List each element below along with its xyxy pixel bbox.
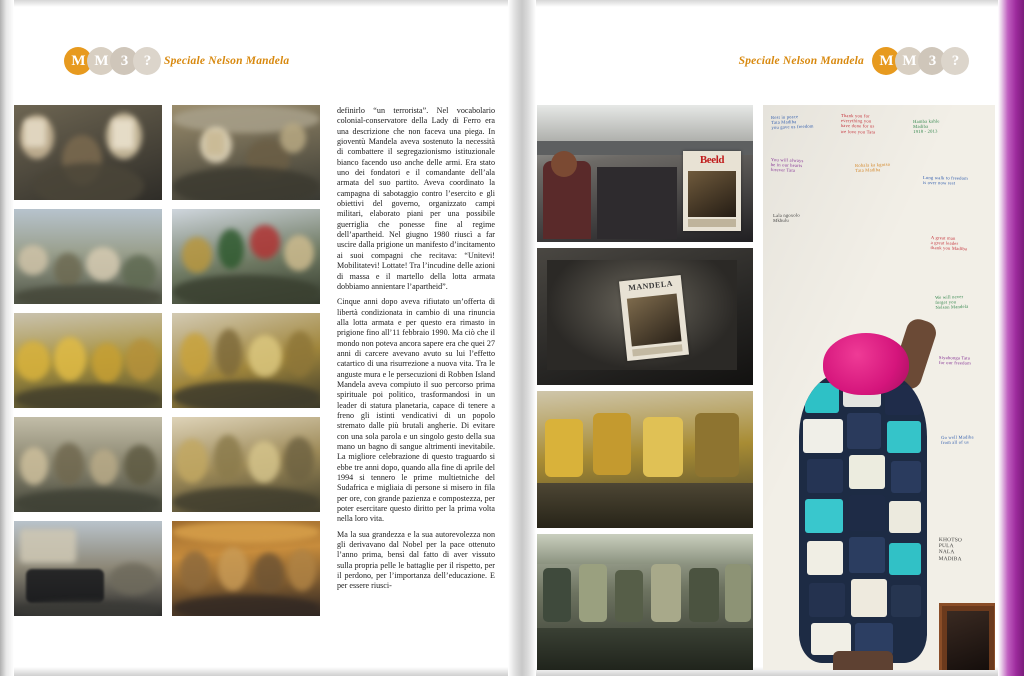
wall-message: Long walk to freedom is over now rest (922, 175, 968, 186)
right-page-edge (998, 0, 1024, 676)
spread-gutter (508, 0, 536, 676)
wall-message: Hamba kahle Madiba 1918 - 2013 (913, 118, 940, 135)
magazine-logo-left (64, 47, 156, 75)
wall-message: A great man a great leader thank you Madiba (930, 235, 968, 252)
photo-crowd-raising-portrait (172, 105, 320, 200)
framed-portrait-on-floor (939, 603, 995, 670)
wall-message: We will never forget you Nelson Mandela (935, 294, 969, 311)
logo-mark-icon: ? (941, 47, 969, 75)
photo-supporters-waving-flags (172, 209, 320, 304)
left-page-edge (0, 0, 14, 676)
wall-message: Robala ka kgotso Tata Madiba (855, 161, 891, 174)
photo-packed-crowd-celebration (172, 417, 320, 512)
photo-newspaper-vendor-subway (537, 105, 753, 242)
magazine-logo-right (872, 47, 964, 75)
article-paragraph: Ma la sua grandezza e la sua autorevolezza non gli derivavano dal Nobel per la pace ottenuto l’anno prima, bensì dal fatto di aver vissuto sulla propria pelle le battaglie per il rispetto, per il perdono, per l’importanza dell’educazione. E per essere riusci- (337, 529, 495, 591)
photo-crowd-in-stadium-daylight (14, 209, 162, 304)
wall-message: Thank you for everything you have done for us we love you Tata (840, 113, 876, 135)
wall-message: KHOTSO PULA NALA MADIBA (938, 537, 963, 563)
memorial-newspaper-cover (619, 275, 689, 361)
article-body-column (337, 106, 495, 597)
newspaper-headline: Beeld (699, 154, 725, 166)
running-head-title: Speciale Nelson Mandela (164, 55, 290, 67)
wall-message: Rest in peace Tata Madiba you gave us freedom (771, 114, 814, 131)
running-head-right (739, 44, 964, 78)
photo-queue-of-mourners-long-line (537, 534, 753, 670)
photo-woman-writing-on-memorial-wall (763, 105, 995, 670)
photo-crowd-gathering-township (14, 417, 162, 512)
article-paragraph: definirlo “un terrorista”. Nel vocabolario colonial-conservatore della Lady di Ferro era una descrizione che non faceva una piega. In gioventù Mandela aveva sostenuto la necessità di combattere il segregazionismo istituzionale bianco facendo uso anche delle armi. Era stato uno dei fondatori e il comandante dell’ala armata del suo partito. Aveva coordinato la campagna di sabotaggio contro l’esercito e gli obiettivi del governo, organizzato campi militari, elaborato piani per una possibile guerriglia che ponesse fine al regime dell’apartheid. Nel giugno 1980 riuscì a far uscire dalla prigione un manifesto d’incitamento ai suoi compagni che recitava: “Unitevi! Mobilitatevi! Lottate! Tra l’incudine delle azioni di massa e il martello della lotta armata dobbiamo annientare l’apartheid”. (337, 106, 495, 291)
logo-mark-icon: M (87, 47, 115, 75)
running-head-title: Speciale Nelson Mandela (738, 55, 864, 67)
legs (833, 651, 893, 670)
article-paragraph: Cinque anni dopo aveva rifiutato un’offerta di libertà condizionata in cambio di una rinuncia alla lotta armata e per questo era rimasto in prigione fino all’11 febbraio 1990. Ma ciò che il mondo non poteva ancora sapere era che quei 27 anni di carcere avevano avuto su lui l’effetto catartico di una risurrezione a nuova vita. Tra le anguste mura e le persecuzioni di Robben Island Mandela aveva compiuto il suo percorso prima spirituale poi politico, trasformandosi in un leader di statura planetaria, capace di tenere a freno gli istinti vendicativi di un popolo stremato dalle più brutali angherie. Di evitare con una sola parola e un singolo gesto della sua mano un bagno di sangue altrimenti inevitabile. La migliore celebrazione di questo traguardo si ebbe tre anni dopo, quando alla fine di aprile del 1994 si tennero le prime multietniche del Sudafrica e migliaia di persone si misero in fila per ore, con grande pazienza e compostezza, per poter esercitare questo diritto per la prima volta nella loro vita. (337, 297, 495, 524)
logo-mark-icon: M (64, 47, 92, 75)
patchwork-dress (799, 373, 927, 663)
logo-mark-icon: 3 (110, 47, 138, 75)
running-head-left (64, 44, 289, 78)
logo-mark-icon: M (895, 47, 923, 75)
photo-funeral-hearse-procession (14, 521, 162, 616)
photo-dancing-mourners-crowd (172, 313, 320, 408)
wall-message: You will always be in our hearts forever Tata (770, 157, 804, 174)
newspaper-cover (683, 151, 741, 231)
logo-mark-icon: ? (133, 47, 161, 75)
photo-crowd-with-raised-arms-yellow (537, 391, 753, 528)
wall-message: Go well Madiba from all of us (941, 434, 974, 446)
photo-grid-left (14, 105, 320, 616)
photo-memorial-newspaper-on-wet-ground (537, 248, 753, 385)
memorial-newspaper-headline: MANDELA (627, 278, 674, 293)
photo-street-march-yellow-shirts (14, 313, 162, 408)
photo-crowd-under-tent-night (172, 521, 320, 616)
photo-mourner-with-portrait-placard (14, 105, 162, 200)
logo-mark-icon: M (872, 47, 900, 75)
wall-message: Siyabonga Tata for our freedom (938, 355, 971, 366)
logo-mark-icon: 3 (918, 47, 946, 75)
wall-message: Lala ngoxolo Mkhulu (773, 212, 800, 224)
pink-hat (823, 333, 909, 395)
